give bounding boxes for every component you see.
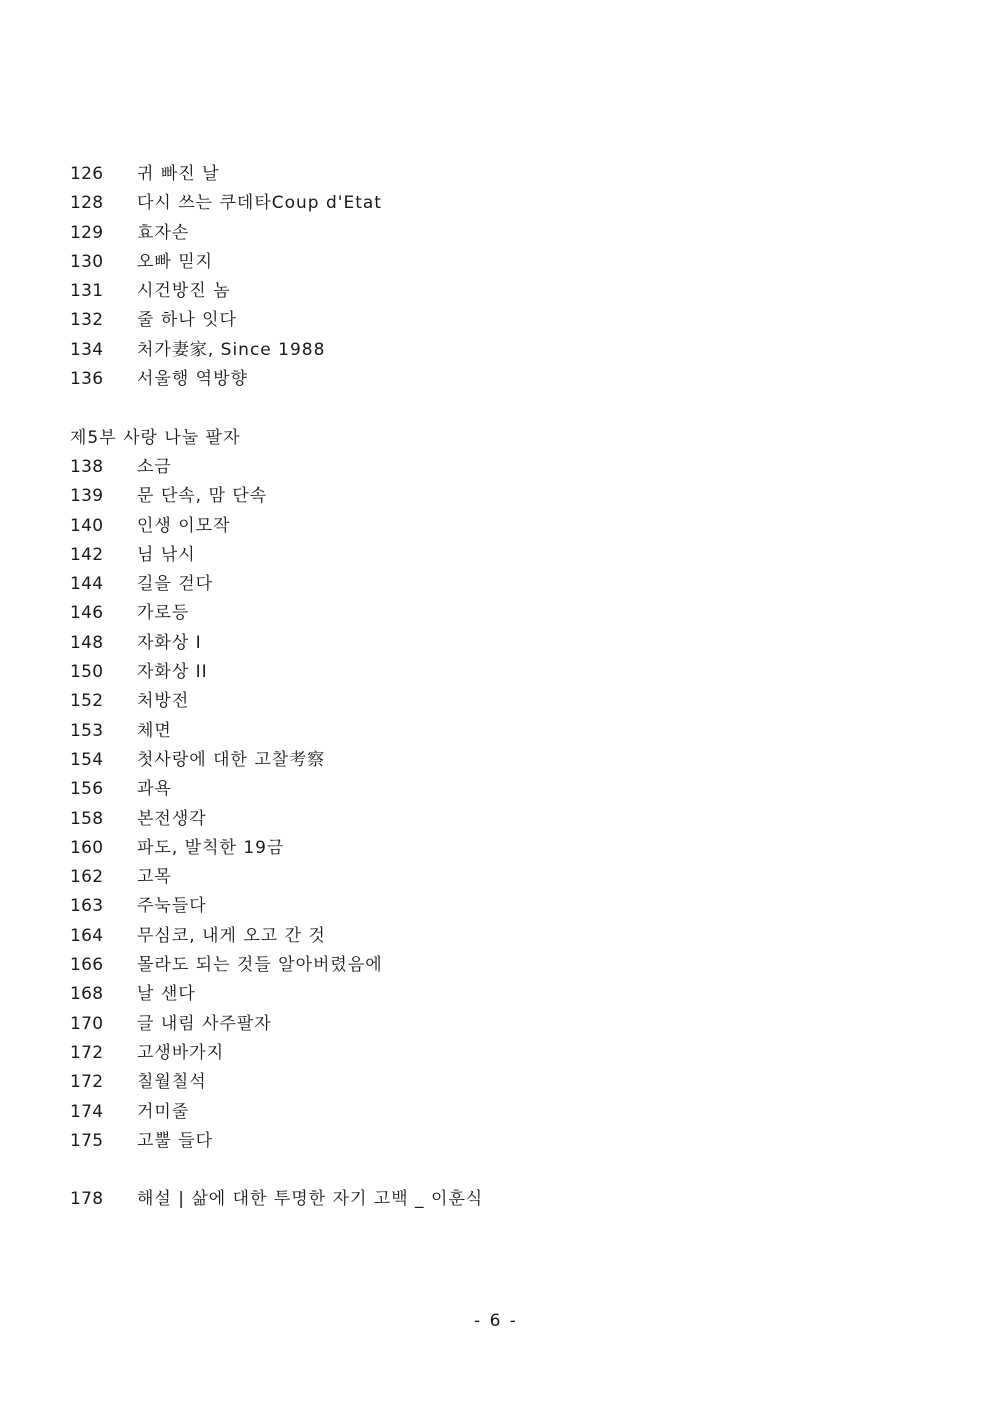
toc-entry [70,1068,930,1097]
toc-entry [70,980,930,1009]
toc-page-number: 148 [70,632,104,653]
toc-entry [70,1039,930,1068]
toc-entry-commentary [70,1185,930,1214]
toc-entry [70,658,930,687]
toc-page-number: 175 [70,1130,104,1151]
section-heading-part5: 제5부 사랑 나눌 팔자 [70,427,241,448]
toc-entry [70,687,930,716]
toc-page-number: 154 [70,749,104,770]
toc-title: 체면 [137,720,172,741]
toc-entry [70,306,930,335]
toc-entry [70,248,930,277]
toc-title: 인생 이모작 [137,515,231,536]
toc-title: 고생바가지 [137,1042,225,1063]
toc-entry [70,277,930,306]
table-of-contents [70,160,930,1215]
toc-page-number: 160 [70,837,104,858]
toc-page-number: 163 [70,896,104,917]
toc-title: 소금 [137,456,172,477]
toc-page-number: 129 [70,222,104,243]
toc-page-number: 142 [70,544,104,565]
toc-title: 자화상 I [137,632,202,653]
toc-title: 다시 쓰는 쿠데타Coup d'Etat [137,193,382,214]
toc-entry [70,775,930,804]
toc-entry [70,570,930,599]
toc-title: 무심코, 내게 오고 간 것 [137,925,326,946]
toc-title: 처가妻家, Since 1988 [137,339,326,360]
toc-entry [70,160,930,189]
toc-entry [70,1127,930,1156]
toc-title: 가로등 [137,603,190,624]
toc-entry [70,834,930,863]
toc-group-part4-continued [70,160,930,394]
toc-entry [70,482,930,511]
toc-entry [70,219,930,248]
toc-page-number: 132 [70,310,104,331]
section-spacer [70,394,930,423]
toc-entry [70,951,930,980]
toc-page-number: 152 [70,691,104,712]
toc-title: 주눅들다 [137,896,207,917]
toc-title: 몰라도 되는 것들 알아버렸음에 [137,955,383,976]
toc-title: 길을 걷다 [137,574,214,595]
toc-entry [70,1098,930,1127]
toc-page-number: 146 [70,603,104,624]
toc-entry [70,189,930,218]
section-spacer [70,1156,930,1185]
toc-entry [70,629,930,658]
toc-page-number: 158 [70,808,104,829]
toc-title: 첫사랑에 대한 고찰考察 [137,749,326,770]
toc-page-number: 170 [70,1013,104,1034]
toc-title: 파도, 발칙한 19금 [137,837,285,858]
toc-title: 거미줄 [137,1101,190,1122]
page-number: - 6 - [474,1311,518,1331]
toc-page-number: 128 [70,193,104,214]
toc-entry [70,922,930,951]
toc-page-number: 168 [70,984,104,1005]
toc-title: 오빠 믿지 [137,251,214,272]
toc-title: 귀 빠진 날 [137,164,220,184]
toc-title: 고뿔 들다 [137,1130,214,1151]
toc-page-number: 150 [70,662,104,683]
toc-title: 줄 하나 잇다 [137,310,237,331]
toc-entry [70,892,930,921]
toc-title: 본전생각 [137,808,207,829]
toc-entry [70,336,930,365]
toc-page-number: 136 [70,369,104,390]
toc-entry [70,599,930,628]
toc-title: 시건방진 놈 [137,281,231,302]
toc-page-number: 153 [70,720,104,741]
toc-title: 처방전 [137,691,190,712]
toc-page-number: 156 [70,779,104,800]
toc-entry [70,512,930,541]
toc-title: 글 내림 사주팔자 [137,1013,272,1034]
toc-page-number: 130 [70,251,104,272]
toc-page-number: 126 [70,164,104,184]
toc-title: 효자손 [137,222,190,243]
toc-entry [70,453,930,482]
toc-page-number: 172 [70,1072,104,1093]
toc-page-number: 162 [70,867,104,888]
toc-page-number: 174 [70,1101,104,1122]
toc-entry [70,746,930,775]
toc-page-number: 138 [70,456,104,477]
toc-title: 과욕 [137,779,172,800]
toc-page-number: 166 [70,955,104,976]
toc-page-number: 178 [70,1189,104,1210]
toc-entry [70,541,930,570]
toc-page-number: 164 [70,925,104,946]
toc-page-number: 131 [70,281,104,302]
toc-entry [70,717,930,746]
toc-title: 서울행 역방향 [137,369,248,390]
toc-page-number: 134 [70,339,104,360]
toc-title: 님 낚시 [137,544,196,565]
toc-entry [70,365,930,394]
toc-entry [70,1010,930,1039]
toc-title: 고목 [137,867,172,888]
toc-page-number: 172 [70,1042,104,1063]
toc-page-number: 144 [70,574,104,595]
toc-group-part5 [70,453,930,1156]
toc-title: 해설 | 삶에 대한 투명한 자기 고백 _ 이훈식 [137,1189,484,1210]
toc-title: 문 단속, 맘 단속 [137,486,268,507]
toc-page-number: 140 [70,515,104,536]
toc-title: 날 샌다 [137,984,196,1005]
toc-page-number: 139 [70,486,104,507]
toc-entry [70,863,930,892]
toc-title: 자화상 II [137,662,208,683]
toc-entry [70,805,930,834]
toc-title: 칠월칠석 [137,1072,207,1093]
